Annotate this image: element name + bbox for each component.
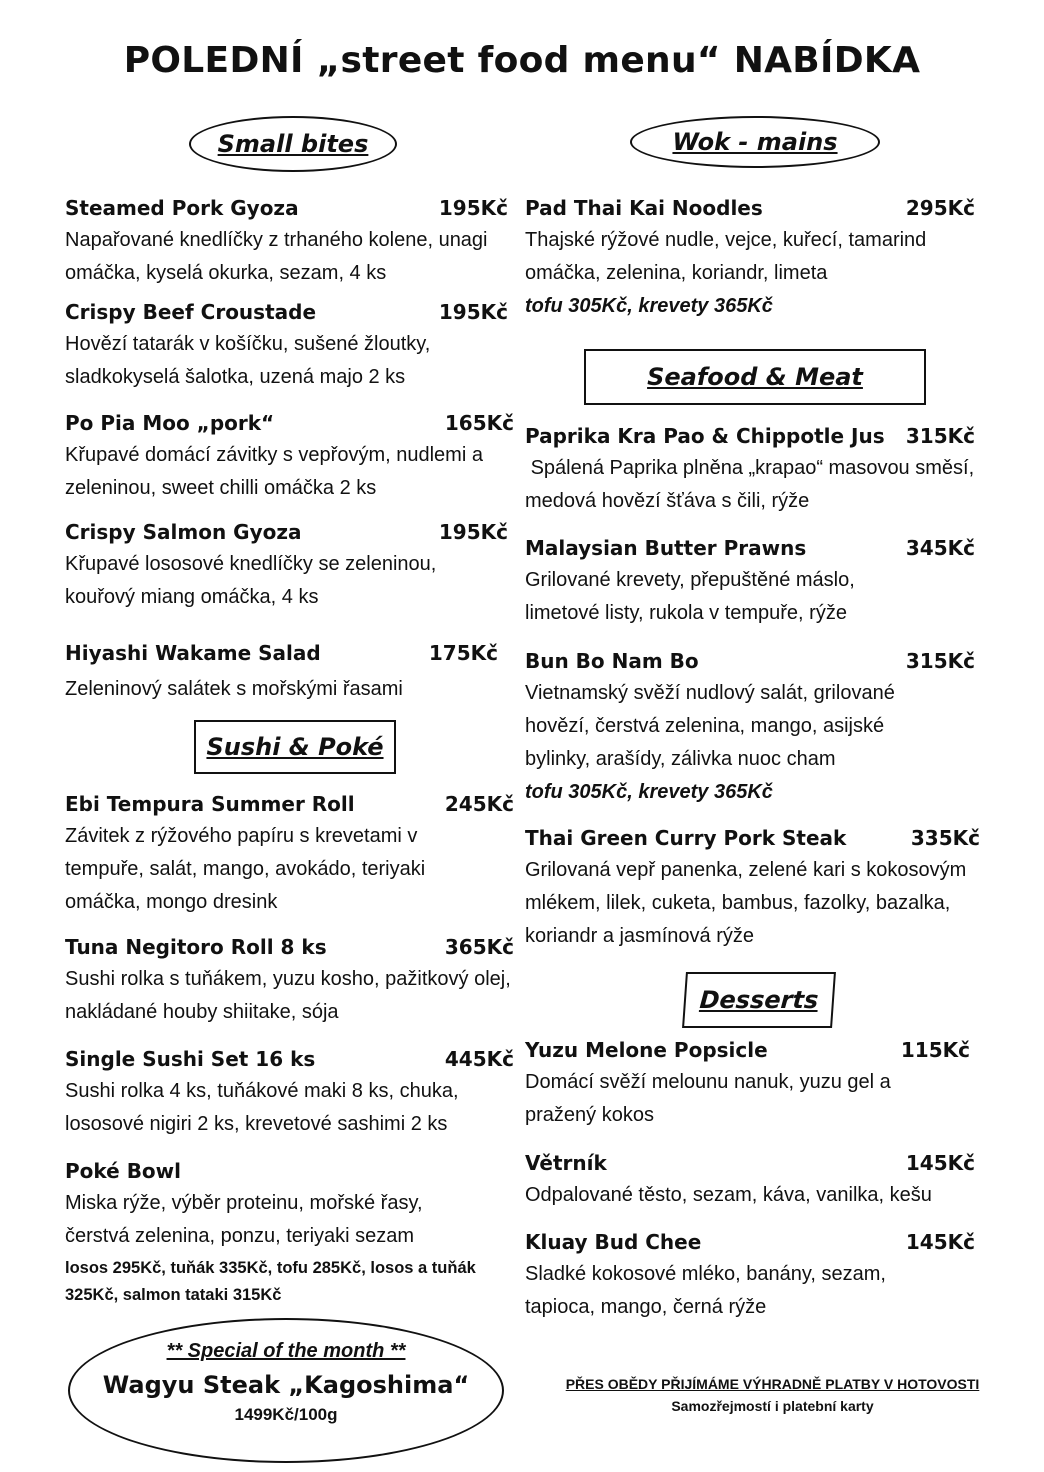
item-price: 315Kč <box>905 649 975 673</box>
item-description: Spálená Paprika plněna „krapao“ masovou směsí, medová hovězí šťáva s čili, rýže <box>525 457 980 512</box>
item-price: 195Kč <box>438 196 508 220</box>
item-description: Hovězí tatarák v košíčku, sušené žloutky, sladkokyselá šalotka, uzená majo 2 ks <box>65 333 431 388</box>
item-price: 145Kč <box>905 1230 975 1254</box>
special-heading: ** Special of the month ** <box>166 1340 406 1362</box>
menu-item <box>65 1043 514 1141</box>
item-price: 245Kč <box>444 792 514 816</box>
item-description: Sladké kokosové mléko, banány, sezam, tapioca, mango, černá rýže <box>525 1263 886 1318</box>
item-variants: tofu 305Kč, krevety 365Kč <box>525 781 773 803</box>
menu-item <box>65 296 508 394</box>
menu-item <box>525 532 975 630</box>
item-price: 145Kč <box>905 1151 975 1175</box>
item-name: Single Sushi Set 16 ks <box>65 1047 316 1071</box>
item-description: Vietnamský svěží nudlový salát, grilované hovězí, čerstvá zelenina, mango, asijské bylinky, arašídy, zálivka nuoc cham <box>525 682 895 770</box>
item-price: 365Kč <box>444 935 514 959</box>
menu-item <box>65 516 508 614</box>
menu-item <box>525 1226 975 1324</box>
item-name: Tuna Negitoro Roll 8 ks <box>65 935 327 959</box>
item-name: Bun Bo Nam Bo <box>525 649 699 673</box>
item-name: Steamed Pork Gyoza <box>65 196 299 220</box>
menu-item <box>525 645 975 808</box>
item-description: Křupavé lososové knedlíčky se zeleninou, kouřový miang omáčka, 4 ks <box>65 553 437 608</box>
item-price: 115Kč <box>900 1038 970 1062</box>
menu-item <box>525 192 975 322</box>
payment-notice <box>520 1376 1025 1414</box>
item-description: Grilované krevety, přepuštěné máslo, limetové listy, rukola v tempuře, rýže <box>525 569 855 624</box>
menu-title: POLEDNÍ „street food menu“ NABÍDKA <box>123 40 921 81</box>
payment-notice-line2: Samozřejmostí i platební karty <box>671 1398 874 1414</box>
item-name: Crispy Beef Croustade <box>65 300 317 324</box>
item-name: Crispy Salmon Gyoza <box>65 520 302 544</box>
item-price: 175Kč <box>428 641 498 665</box>
item-description: Napařované knedlíčky z trhaného kolene, unagi omáčka, kyselá okurka, sezam, 4 ks <box>65 229 488 284</box>
item-description: Zeleninový salátek s mořskými řasami <box>65 678 403 700</box>
item-description: Miska rýže, výběr proteinu, mořské řasy, čerstvá zelenina, ponzu, teriyaki sezam <box>65 1192 423 1247</box>
item-name: Větrník <box>525 1151 607 1175</box>
item-name: Po Pia Moo „pork“ <box>65 411 275 435</box>
section-sushi-poke: Sushi & Poké <box>194 720 396 774</box>
item-name: Poké Bowl <box>65 1159 182 1183</box>
item-price: 335Kč <box>910 826 980 850</box>
menu-item <box>65 637 498 706</box>
item-description: Sushi rolka s tuňákem, yuzu kosho, pažitkový olej, nakládané houby shiitake, sója <box>65 968 511 1023</box>
menu-item <box>65 192 508 290</box>
menu-item <box>65 788 514 919</box>
menu-item <box>65 407 514 505</box>
special-price: 1499Kč/100g <box>234 1405 338 1424</box>
item-name: Paprika Kra Pao & Chippotle Jus <box>525 424 885 448</box>
menu-item <box>525 1147 975 1212</box>
item-description: Křupavé domácí závitky s vepřovým, nudlemi a zeleninou, sweet chilli omáčka 2 ks <box>65 444 483 499</box>
item-name: Pad Thai Kai Noodles <box>525 196 763 220</box>
menu-item <box>525 420 980 518</box>
item-price: 445Kč <box>444 1047 514 1071</box>
item-description: Sushi rolka 4 ks, tuňákové maki 8 ks, chuka, lososové nigiri 2 ks, krevetové sashimi 2 ks <box>65 1080 459 1135</box>
item-description: Odpalované těsto, sezam, káva, vanilka, kešu <box>525 1184 932 1206</box>
special-name: Wagyu Steak „Kagoshima“ <box>102 1371 470 1399</box>
item-description: Thajské rýžové nudle, vejce, kuřecí, tamarind omáčka, zelenina, koriandr, limeta <box>525 229 927 284</box>
item-price: 195Kč <box>438 300 508 324</box>
menu-item <box>65 1155 508 1309</box>
menu-item <box>525 822 980 953</box>
item-name: Ebi Tempura Summer Roll <box>65 792 355 816</box>
menu-item <box>525 1034 970 1132</box>
item-price: 345Kč <box>905 536 975 560</box>
item-name: Kluay Bud Chee <box>525 1230 702 1254</box>
item-name: Yuzu Melone Popsicle <box>525 1038 768 1062</box>
special-of-the-month <box>68 1318 504 1463</box>
item-description: Závitek z rýžového papíru s krevetami v tempuře, salát, mango, avokádo, teriyaki omáčka, mongo dresink <box>65 825 426 913</box>
item-price: 195Kč <box>438 520 508 544</box>
item-name: Thai Green Curry Pork Steak <box>525 826 847 850</box>
section-small-bites: Small bites <box>189 116 397 172</box>
menu-item <box>65 931 514 1029</box>
item-price: 295Kč <box>905 196 975 220</box>
item-price: 315Kč <box>905 424 975 448</box>
item-description: Domácí svěží melounu nanuk, yuzu gel a pražený kokos <box>525 1071 891 1126</box>
section-wok-mains: Wok - mains <box>630 116 880 168</box>
section-seafood-meat: Seafood & Meat <box>584 349 926 405</box>
payment-notice-line1: PŘES OBĚDY PŘIJÍMÁME VÝHRADNĚ PLATBY V HOTOVOSTI <box>565 1376 980 1392</box>
item-price: 165Kč <box>444 411 514 435</box>
item-name: Malaysian Butter Prawns <box>525 536 807 560</box>
item-variants: tofu 305Kč, krevety 365Kč <box>525 295 773 317</box>
item-name: Hiyashi Wakame Salad <box>65 641 321 665</box>
item-description: Grilovaná vepř panenka, zelené kari s kokosovým mlékem, lilek, cuketa, bambus, fazolky, bazalka, koriandr a jasmínová rýže <box>525 859 967 947</box>
item-variants: losos 295Kč, tuňák 335Kč, tofu 285Kč, losos a tuňák 325Kč, salmon tataki 315Kč <box>65 1259 476 1304</box>
section-desserts: Desserts <box>682 972 836 1028</box>
